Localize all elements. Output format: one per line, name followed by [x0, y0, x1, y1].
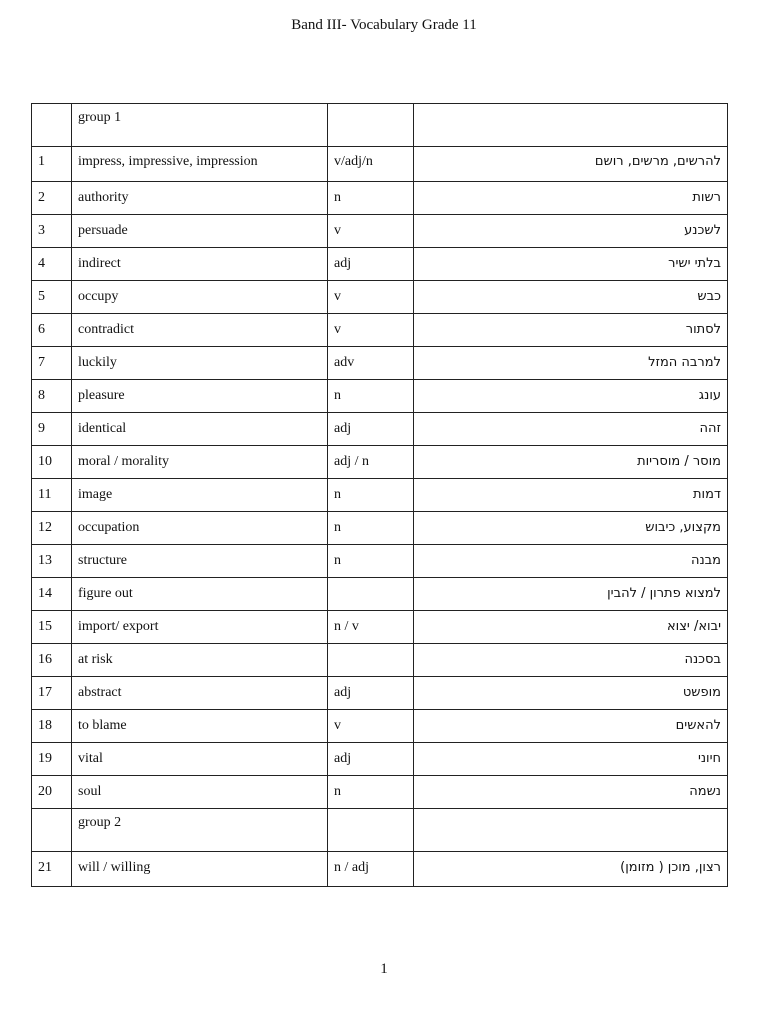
english-word-cell: impress, impressive, impression: [72, 147, 328, 182]
table-row: [32, 677, 728, 710]
part-of-speech-cell: v: [328, 710, 414, 743]
table-row: [32, 710, 728, 743]
table-row: [32, 147, 728, 182]
row-number-cell: 3: [32, 215, 72, 248]
english-word-cell: authority: [72, 182, 328, 215]
part-of-speech-cell: adv: [328, 347, 414, 380]
vocabulary-table: [31, 103, 728, 887]
row-number-cell: 17: [32, 677, 72, 710]
part-of-speech-cell: n: [328, 776, 414, 809]
table-row: [32, 248, 728, 281]
hebrew-translation-cell: רצון, מוכן ( מזומן): [414, 852, 728, 887]
row-number-cell: 11: [32, 479, 72, 512]
hebrew-translation-cell: מבנה: [414, 545, 728, 578]
hebrew-translation-cell: רשות: [414, 182, 728, 215]
english-word-cell: soul: [72, 776, 328, 809]
row-number-cell: 6: [32, 314, 72, 347]
table-row: [32, 413, 728, 446]
english-word-cell: moral / morality: [72, 446, 328, 479]
part-of-speech-cell: n: [328, 545, 414, 578]
row-number-cell: [32, 809, 72, 852]
row-number-cell: 21: [32, 852, 72, 887]
hebrew-translation-cell: חיוני: [414, 743, 728, 776]
english-word-cell: persuade: [72, 215, 328, 248]
part-of-speech-cell: v/adj/n: [328, 147, 414, 182]
table-row: [32, 182, 728, 215]
row-number-cell: 2: [32, 182, 72, 215]
group-header-row: [32, 809, 728, 852]
row-number-cell: 5: [32, 281, 72, 314]
row-number-cell: 7: [32, 347, 72, 380]
hebrew-translation-cell: עונג: [414, 380, 728, 413]
table-row: [32, 479, 728, 512]
row-number-cell: [32, 104, 72, 147]
hebrew-translation-cell: לסתור: [414, 314, 728, 347]
group-header-row: [32, 104, 728, 147]
english-word-cell: structure: [72, 545, 328, 578]
hebrew-translation-cell: למצוא פתרון / להבין: [414, 578, 728, 611]
part-of-speech-cell: v: [328, 215, 414, 248]
part-of-speech-cell: v: [328, 281, 414, 314]
row-number-cell: 1: [32, 147, 72, 182]
table-row: [32, 446, 728, 479]
row-number-cell: 9: [32, 413, 72, 446]
part-of-speech-cell: [328, 809, 414, 852]
part-of-speech-cell: n: [328, 512, 414, 545]
part-of-speech-cell: adj / n: [328, 446, 414, 479]
part-of-speech-cell: adj: [328, 677, 414, 710]
table-row: [32, 347, 728, 380]
english-word-cell: will / willing: [72, 852, 328, 887]
hebrew-translation-cell: בסכנה: [414, 644, 728, 677]
hebrew-translation-cell: להרשים, מרשים, רושם: [414, 147, 728, 182]
table-row: [32, 215, 728, 248]
table-row: [32, 644, 728, 677]
hebrew-translation-cell: נשמה: [414, 776, 728, 809]
english-word-cell: image: [72, 479, 328, 512]
table-row: [32, 512, 728, 545]
hebrew-translation-cell: [414, 104, 728, 147]
part-of-speech-cell: [328, 104, 414, 147]
hebrew-translation-cell: מקצוע, כיבוש: [414, 512, 728, 545]
group-label-cell: group 1: [72, 104, 328, 147]
row-number-cell: 4: [32, 248, 72, 281]
group-label-cell: group 2: [72, 809, 328, 852]
page-title: Band III- Vocabulary Grade 11: [291, 17, 477, 33]
english-word-cell: occupation: [72, 512, 328, 545]
part-of-speech-cell: n: [328, 182, 414, 215]
hebrew-translation-cell: למרבה המזל: [414, 347, 728, 380]
row-number-cell: 18: [32, 710, 72, 743]
english-word-cell: import/ export: [72, 611, 328, 644]
table-row: [32, 611, 728, 644]
english-word-cell: vital: [72, 743, 328, 776]
row-number-cell: 8: [32, 380, 72, 413]
part-of-speech-cell: n: [328, 380, 414, 413]
english-word-cell: pleasure: [72, 380, 328, 413]
row-number-cell: 16: [32, 644, 72, 677]
part-of-speech-cell: n: [328, 479, 414, 512]
vocabulary-table-body: [32, 104, 728, 887]
hebrew-translation-cell: כבש: [414, 281, 728, 314]
english-word-cell: occupy: [72, 281, 328, 314]
part-of-speech-cell: v: [328, 314, 414, 347]
row-number-cell: 14: [32, 578, 72, 611]
part-of-speech-cell: adj: [328, 413, 414, 446]
part-of-speech-cell: adj: [328, 248, 414, 281]
table-row: [32, 776, 728, 809]
row-number-cell: 13: [32, 545, 72, 578]
english-word-cell: luckily: [72, 347, 328, 380]
table-row: [32, 743, 728, 776]
table-row: [32, 578, 728, 611]
part-of-speech-cell: [328, 644, 414, 677]
row-number-cell: 10: [32, 446, 72, 479]
hebrew-translation-cell: [414, 809, 728, 852]
part-of-speech-cell: adj: [328, 743, 414, 776]
hebrew-translation-cell: להאשים: [414, 710, 728, 743]
row-number-cell: 20: [32, 776, 72, 809]
row-number-cell: 19: [32, 743, 72, 776]
english-word-cell: abstract: [72, 677, 328, 710]
table-row: [32, 545, 728, 578]
row-number-cell: 12: [32, 512, 72, 545]
english-word-cell: to blame: [72, 710, 328, 743]
english-word-cell: figure out: [72, 578, 328, 611]
row-number-cell: 15: [32, 611, 72, 644]
english-word-cell: contradict: [72, 314, 328, 347]
hebrew-translation-cell: מופשט: [414, 677, 728, 710]
table-row: [32, 380, 728, 413]
table-row: [32, 852, 728, 887]
part-of-speech-cell: [328, 578, 414, 611]
table-row: [32, 314, 728, 347]
hebrew-translation-cell: דמות: [414, 479, 728, 512]
page-number: 1: [380, 961, 388, 977]
hebrew-translation-cell: יבוא/ יצוא: [414, 611, 728, 644]
hebrew-translation-cell: זהה: [414, 413, 728, 446]
table-row: [32, 281, 728, 314]
part-of-speech-cell: n / v: [328, 611, 414, 644]
part-of-speech-cell: n / adj: [328, 852, 414, 887]
english-word-cell: indirect: [72, 248, 328, 281]
english-word-cell: identical: [72, 413, 328, 446]
hebrew-translation-cell: לשכנע: [414, 215, 728, 248]
english-word-cell: at risk: [72, 644, 328, 677]
hebrew-translation-cell: מוסר / מוסריות: [414, 446, 728, 479]
hebrew-translation-cell: בלתי ישיר: [414, 248, 728, 281]
